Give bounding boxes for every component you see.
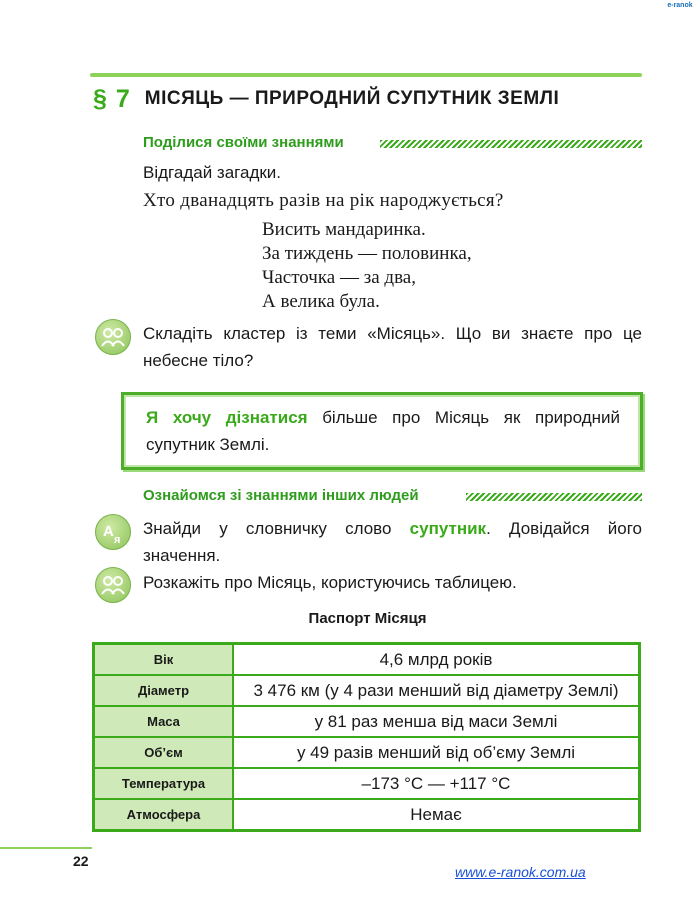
publisher-url-link[interactable]: www.e-ranok.com.ua	[455, 864, 586, 880]
paragraph-number: § 7	[93, 84, 131, 113]
table-row	[94, 675, 640, 706]
row-value: 3 476 км (у 4 рази менший від діаметру Землі)	[233, 675, 640, 706]
section-hatch	[466, 493, 642, 501]
top-divider	[90, 73, 642, 77]
row-key: Діаметр	[94, 675, 234, 706]
row-value: у 49 разів менший від об’єму Землі	[233, 737, 640, 768]
row-key: Атмосфера	[94, 799, 234, 831]
riddle-intro: Відгадай загадки.	[143, 163, 282, 182]
svg-text:я: я	[114, 534, 121, 546]
dict-after: . Довідайся його значення.	[143, 519, 642, 565]
table-row	[94, 768, 640, 799]
want-to-learn-box	[121, 392, 643, 470]
dict-before: Знайди у словничку слово	[143, 519, 410, 538]
table-row	[94, 737, 640, 768]
publisher-logo: e-ranok	[667, 2, 693, 9]
dict-word: супутник	[409, 519, 487, 538]
riddle-line: Часточка — за два,	[262, 267, 416, 288]
row-value: 4,6 млрд років	[233, 644, 640, 676]
section-heading-others: Ознайомся зі знаннями інших людей	[143, 487, 419, 504]
passport-title: Паспорт Місяця	[308, 610, 427, 627]
table-row	[94, 799, 640, 831]
row-key: Температура	[94, 768, 234, 799]
task-cluster: Складіть кластер із теми «Місяць». Що ви знаєте про це небесне тіло?	[143, 324, 642, 370]
row-key: Маса	[94, 706, 234, 737]
page-number: 22	[73, 853, 89, 869]
want-to-learn-rest: більше про Місяць як природний супутник Землі.	[146, 408, 620, 454]
task-dictionary	[143, 515, 642, 569]
want-to-learn-text	[146, 404, 620, 458]
task-tell: Розкажіть про Місяць, користуючись таблицею.	[143, 573, 517, 592]
want-to-learn-highlight: Я хочу дізнатися	[146, 408, 308, 427]
row-value: Немає	[233, 799, 640, 831]
riddle-line: За тиждень — половинка,	[262, 243, 472, 264]
section-hatch	[380, 140, 642, 148]
table-row	[94, 706, 640, 737]
riddle-line: А велика була.	[262, 291, 380, 312]
section-heading-share: Поділися своїми знаннями	[143, 134, 344, 151]
pair-work-icon	[95, 319, 131, 355]
row-key: Вік	[94, 644, 234, 676]
riddle-one: Хто дванадцять разів на рік народжується?	[143, 190, 504, 211]
svg-text:А: А	[103, 523, 114, 540]
row-value: у 81 раз менша від маси Землі	[233, 706, 640, 737]
pair-work-icon	[95, 567, 131, 603]
bottom-divider	[0, 847, 92, 849]
riddle-two	[262, 218, 472, 314]
chapter-header	[93, 82, 559, 116]
passport-table	[92, 642, 641, 832]
row-key: Об’єм	[94, 737, 234, 768]
row-value: –173 °С — +117 °С	[233, 768, 640, 799]
dictionary-icon	[95, 514, 131, 550]
table-row	[94, 644, 640, 676]
riddle-line: Висить мандаринка.	[262, 219, 426, 240]
chapter-title: МІСЯЦЬ — ПРИРОДНИЙ СУПУТНИК ЗЕМЛІ	[144, 88, 560, 109]
